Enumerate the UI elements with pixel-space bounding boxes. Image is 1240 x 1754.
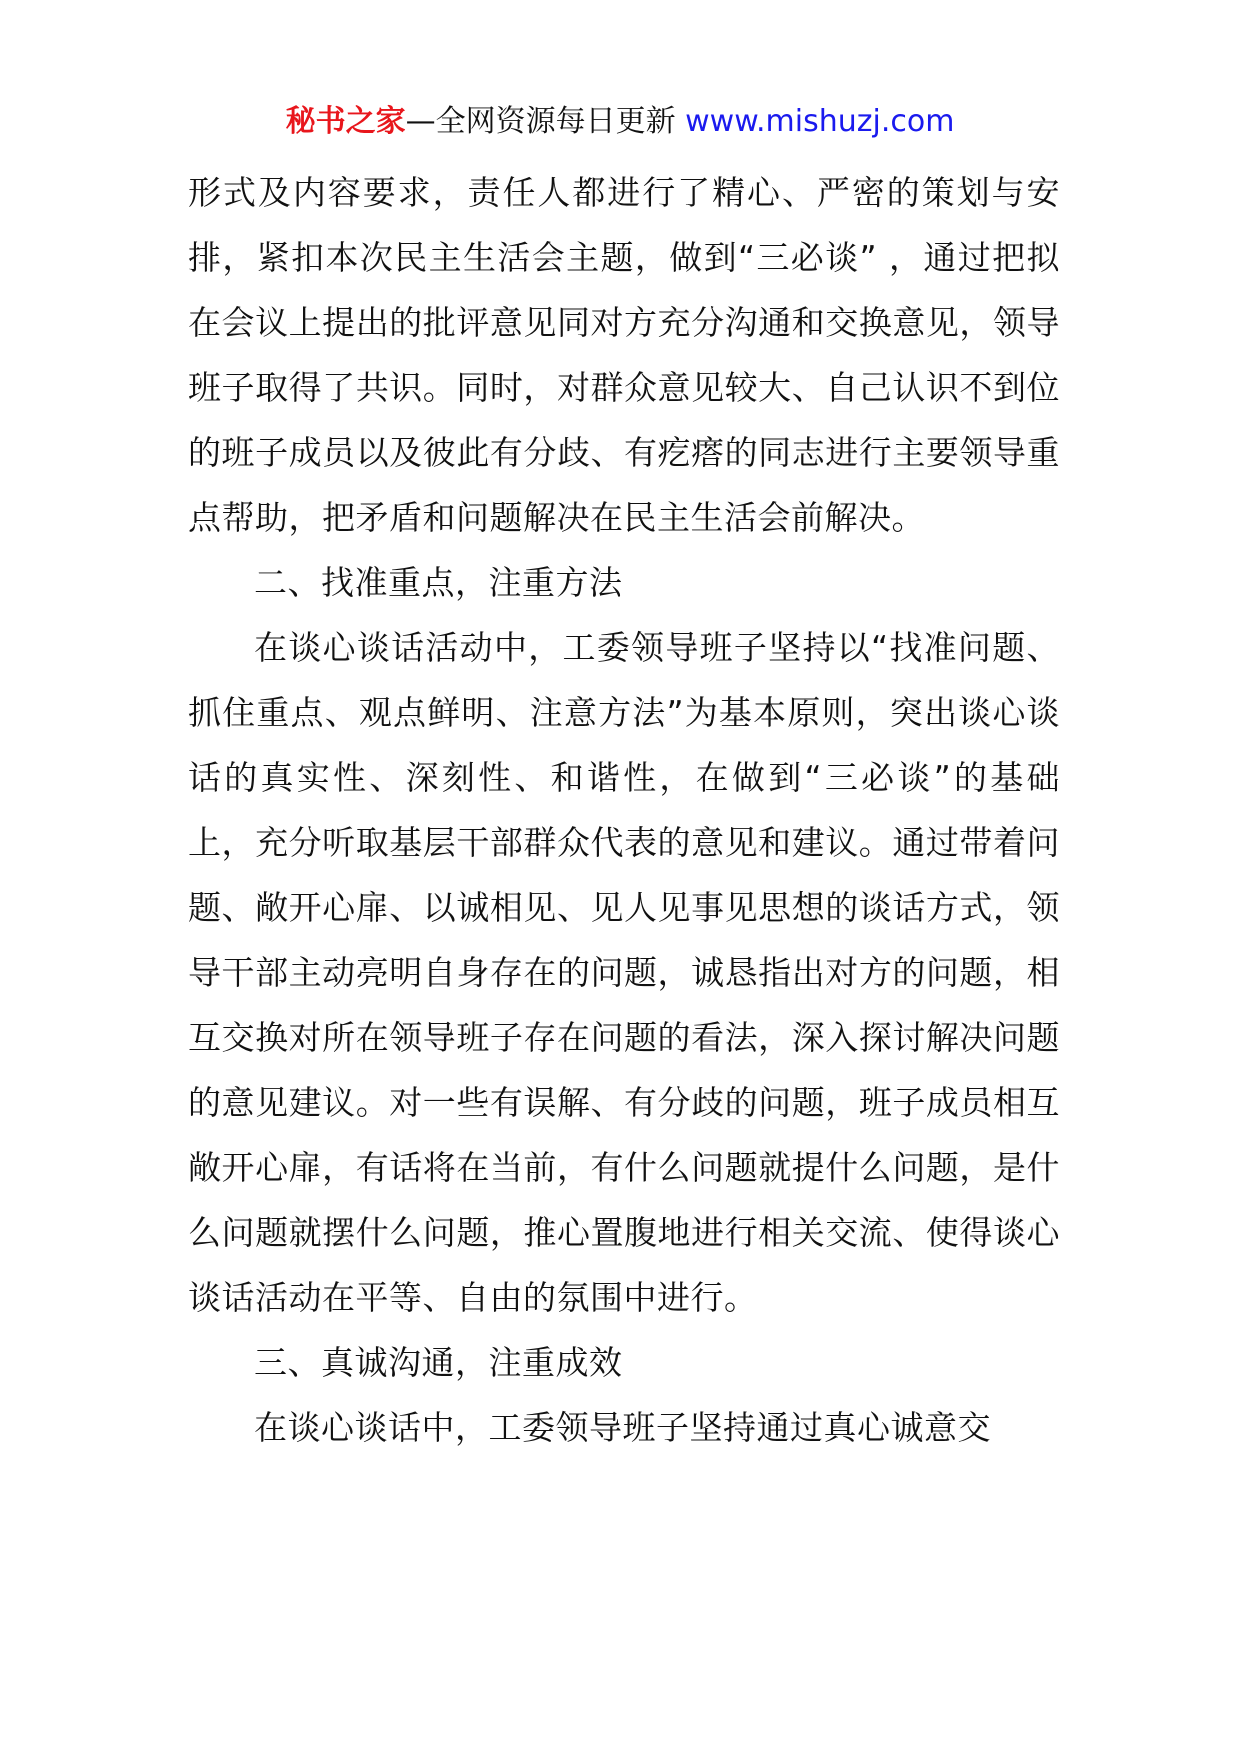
- text-line: 话方式，领导干部主动亮明自身存在的问题，诚恳指出对: [188, 888, 1061, 992]
- text-line: 在谈心谈话活动中，工委领导班子坚持以“找准问: [254, 628, 993, 667]
- paragraph-continued: [188, 160, 1060, 550]
- text-line: 决。: [858, 498, 925, 537]
- site-url-link[interactable]: www.mishuzj.com: [685, 104, 955, 139]
- section-heading-2: 二、找准重点，注重方法: [254, 563, 623, 602]
- text-line: 题、抓住重点、观点鲜明、注意方法”为基本原则，突出: [188, 628, 1060, 732]
- text-line: 入探讨解决问题的意见建议。对一些有误解、有分歧的问: [188, 1018, 1061, 1122]
- text-line: 谈心谈话的真实性、深刻性、和谐性，在做到“三必谈”: [188, 693, 1060, 797]
- paragraph-section-3: [188, 1395, 1060, 1460]
- paragraph-section-2: [188, 615, 1060, 1330]
- text-line: 过带着问题、敞开心扉、以诚相见、见人见事见思想的谈: [188, 823, 1061, 927]
- text-line: 不到位的班子成员以及彼此有分歧、有疙瘩的同志进行主: [188, 368, 1061, 472]
- text-line: 排，紧扣本次民主生活会主题，做到“三必谈” ，通过把: [188, 238, 1027, 277]
- site-header: [0, 102, 1240, 142]
- text-line: 形式及内容要求，责任人都进行了精心、严密的策划与安: [188, 173, 1060, 212]
- text-line: 行相关交流、使得谈心谈话活动在平等、自由的氛围中进: [188, 1213, 1061, 1317]
- text-line: 要领导重点帮助，把矛盾和问题解决在民主生活会前解: [188, 433, 1061, 537]
- text-line: 领导班子取得了共识。同时，对群众意见较大、自己认识: [188, 303, 1061, 407]
- brand-name: 秘书之家: [285, 104, 406, 139]
- text-line: 在谈心谈话中，工委领导班子坚持通过真心诚意交: [254, 1408, 991, 1447]
- section-heading-3: 三、真诚沟通，注重成效: [254, 1343, 623, 1382]
- text-line: 方的问题，相互交换对所在领导班子存在问题的看法，深: [188, 953, 1061, 1057]
- text-line: 题，班子成员相互敞开心扉，有话将在当前，有什么问题: [188, 1083, 1061, 1187]
- text-line: 就提什么问题，是什么问题就摆什么问题，推心置腹地进: [188, 1148, 1061, 1252]
- text-line: 行。: [690, 1278, 758, 1317]
- text-line: 的基础上，充分听取基层干部群众代表的意见和建议。通: [188, 758, 1060, 862]
- text-line: 拟在会议上提出的批评意见同对方充分沟通和交换意见，: [188, 238, 1060, 342]
- header-tagline: —全网资源每日更新: [405, 104, 686, 139]
- document-body: [188, 160, 1060, 1460]
